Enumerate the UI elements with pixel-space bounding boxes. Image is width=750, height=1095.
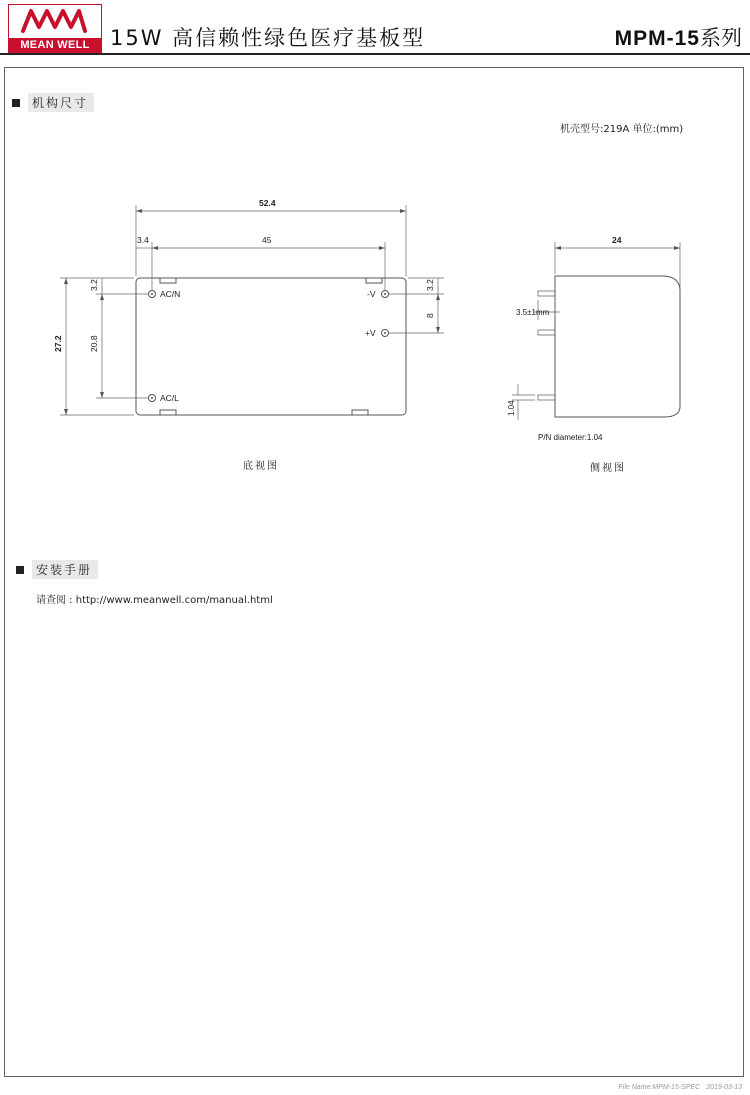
section-installation xyxy=(16,560,98,579)
series-suffix: 系列 xyxy=(700,26,742,50)
bottom-view-caption: 底视图 xyxy=(243,461,279,472)
dim-pin-spacing: 45 xyxy=(262,235,272,245)
bullet-square-icon xyxy=(16,566,24,574)
dim-left-offset: 3.4 xyxy=(137,235,149,245)
pin-note: P/N diameter:1.04 xyxy=(538,433,603,442)
bottom-notch-right xyxy=(352,410,368,415)
dim-pin-length: 3.5±1mm xyxy=(516,308,550,317)
model-name: MPM-15 xyxy=(614,27,700,50)
manual-label: 请查阅 : xyxy=(36,595,76,606)
dim-width: 52.4 xyxy=(259,198,276,208)
section-installation-title: 安装手册 xyxy=(32,560,98,579)
pin-label-acl: AC/L xyxy=(160,393,179,403)
pin-label-vpos: +V xyxy=(365,328,376,338)
dim-ac-spacing: 20.8 xyxy=(89,335,99,352)
manual-reference xyxy=(36,591,273,606)
section-mechanical-title: 机构尺寸 xyxy=(28,93,94,112)
logo-text: MEAN WELL xyxy=(9,38,101,53)
dim-depth: 24 xyxy=(612,235,622,245)
pin-label-vneg: -V xyxy=(367,289,376,299)
dim-top-right: 3.2 xyxy=(425,279,435,291)
bottom-notch-left xyxy=(160,410,176,415)
dim-top-left: 3.2 xyxy=(89,279,99,291)
page-title: 15W 高信赖性绿色医疗基板型 xyxy=(110,26,426,50)
side-view-outline xyxy=(555,276,680,417)
footer-date: 2019-03-13 xyxy=(706,1084,742,1091)
pin-label-acn: AC/N xyxy=(160,289,181,299)
case-info: 机壳型号:219A 单位:(mm) xyxy=(560,124,684,135)
footer-file-name: File Name:MPM-15-SPEC xyxy=(618,1084,701,1091)
side-view-caption: 侧视图 xyxy=(590,463,626,474)
dim-v-spacing: 8 xyxy=(425,313,435,318)
manual-link[interactable]: http://www.meanwell.com/manual.html xyxy=(75,595,273,606)
top-notch-right xyxy=(366,278,382,283)
footer xyxy=(613,1084,743,1091)
top-notch-left xyxy=(160,278,176,283)
dim-height: 27.2 xyxy=(53,335,63,352)
dim-pin-dia: 1.04 xyxy=(507,400,516,416)
